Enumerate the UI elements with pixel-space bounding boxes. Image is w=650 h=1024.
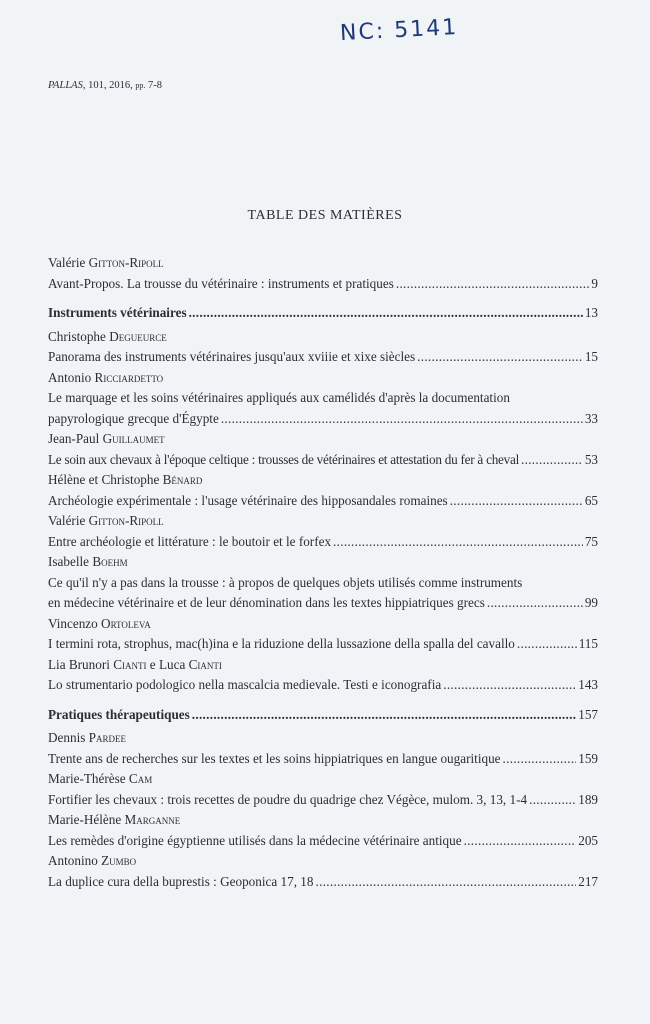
entry-author: Antonio Ricciardetto bbox=[48, 369, 164, 385]
pages-label: pp. bbox=[135, 81, 146, 90]
toc-entry bbox=[48, 728, 598, 769]
entry-title: en médecine vétérinaire et de leur dénomination dans les textes hippiatriques grecs bbox=[48, 595, 485, 610]
entry-line bbox=[48, 831, 598, 852]
entry-page: 33 bbox=[584, 410, 598, 426]
entry-page: 205 bbox=[578, 832, 598, 848]
section-page: 157 bbox=[578, 706, 598, 722]
pages-range: 7-8 bbox=[145, 80, 162, 91]
toc-entry bbox=[48, 552, 598, 614]
toc-entry bbox=[48, 614, 598, 655]
toc-entry bbox=[48, 327, 598, 368]
entry-author: Jean-Paul Guillaumet bbox=[48, 431, 165, 446]
entry-title: papyrologique grecque d'Égypte bbox=[48, 410, 219, 426]
toc-entry bbox=[48, 810, 598, 851]
entry-line bbox=[48, 790, 598, 811]
entry-page: 65 bbox=[584, 492, 598, 508]
section-page: 13 bbox=[584, 305, 598, 320]
entry-line bbox=[48, 872, 598, 893]
toc-entry bbox=[48, 851, 598, 892]
toc-entry bbox=[48, 470, 598, 511]
entry-author: Valérie Gitton-Ripoll bbox=[48, 255, 164, 270]
entry-line bbox=[48, 450, 598, 471]
entry-line bbox=[48, 491, 598, 512]
entry-page: 115 bbox=[578, 636, 598, 651]
entry-line bbox=[48, 675, 598, 696]
entry-author: Hélène et Christophe Bénard bbox=[48, 472, 203, 487]
entry-page: 217 bbox=[578, 873, 598, 889]
toc-entry bbox=[48, 429, 598, 470]
entry-page: 15 bbox=[584, 349, 598, 364]
journal-info: , 101, 2016, bbox=[82, 80, 136, 91]
entry-line bbox=[48, 347, 598, 368]
entry-page: 189 bbox=[578, 791, 598, 807]
entry-title: Avant-Propos. La trousse du vétérinaire : instruments et pratiques bbox=[48, 275, 394, 291]
entry-line bbox=[48, 634, 598, 655]
entry-title: La duplice cura della buprestis : Geoponica 17, 18 bbox=[48, 873, 314, 889]
entry-page: 9 bbox=[591, 275, 598, 291]
journal-name: PALLAS bbox=[48, 80, 83, 91]
entry-title: Panorama des instruments vétérinaires jusqu'aux xviiie et xixe siècles bbox=[48, 349, 416, 364]
entry-author: Marie-Thérèse Cam bbox=[48, 771, 153, 786]
toc-entry bbox=[48, 655, 598, 696]
entry-author: Lia Brunori Cianti e Luca Cianti bbox=[48, 656, 222, 672]
toc-entry bbox=[48, 368, 598, 430]
entry-author: Dennis Pardee bbox=[48, 730, 127, 745]
entry-title: Archéologie expérimentale : l'usage vétérinaire des hipposandales romaines bbox=[48, 492, 448, 508]
entry-page: 159 bbox=[578, 750, 598, 766]
entry-title: Lo strumentario podologico nella mascalcia medievale. Testi e iconografia bbox=[48, 677, 442, 692]
toc-section bbox=[48, 303, 598, 324]
running-head bbox=[48, 80, 162, 91]
toc-section bbox=[48, 705, 598, 726]
entry-title-line1: Ce qu'il n'y a pas dans la trousse : à propos de quelques objets utilisés comme instruments bbox=[48, 574, 523, 590]
entry-title: Les remèdes d'origine égyptienne utilisés dans la médecine vétérinaire antique bbox=[48, 832, 462, 848]
entry-author: Christophe Degueurce bbox=[48, 328, 167, 344]
entry-page: 99 bbox=[584, 595, 598, 610]
entry-line bbox=[48, 532, 598, 553]
entry-title-line1: Le marquage et les soins vétérinaires appliqués aux camélidés d'après la documentation bbox=[48, 390, 510, 405]
section-title: Pratiques thérapeutiques bbox=[48, 706, 190, 722]
toc-entry bbox=[48, 769, 598, 810]
entry-line bbox=[48, 593, 598, 614]
bleed-through-text bbox=[200, 82, 203, 94]
entry-page: 75 bbox=[584, 533, 598, 549]
page-title: TABLE DES MATIÈRES bbox=[247, 208, 403, 223]
entry-author: Marie-Hélène Marganne bbox=[48, 812, 181, 827]
entry-title: Fortifier les chevaux : trois recettes de poudre du quadrige chez Végèce, mulom. 3, 13, 1-4 bbox=[48, 791, 528, 807]
entry-title: Entre archéologie et littérature : le boutoir et le forfex bbox=[48, 533, 332, 549]
table-of-contents bbox=[48, 253, 598, 892]
entry-page: 53 bbox=[584, 451, 598, 467]
toc-entry bbox=[48, 253, 598, 294]
toc-entry bbox=[48, 511, 598, 552]
entry-author: Vincenzo Ortoleva bbox=[48, 615, 151, 631]
entry-line bbox=[48, 274, 598, 295]
entry-author: Isabelle Boehm bbox=[48, 554, 128, 569]
handwritten-annotation: NC: 5141 bbox=[339, 14, 459, 47]
entry-page: 143 bbox=[578, 677, 598, 692]
section-line bbox=[48, 705, 598, 726]
entry-author: Antonino Zumbo bbox=[48, 853, 137, 868]
entry-line bbox=[48, 409, 598, 430]
section-line bbox=[48, 303, 598, 324]
entry-title: Trente ans de recherches sur les textes et les soins hippiatriques en langue ougaritique bbox=[48, 750, 501, 766]
entry-title: I termini rota, strophus, mac(h)ina e la riduzione della lussazione della spalla del cavallo bbox=[48, 636, 515, 651]
entry-author: Valérie Gitton-Ripoll bbox=[48, 513, 164, 528]
entry-title: Le soin aux chevaux à l'époque celtique : trousses de vétérinaires et attestation du fer à cheval bbox=[48, 451, 519, 467]
section-title: Instruments vétérinaires bbox=[48, 305, 187, 320]
entry-line bbox=[48, 749, 598, 770]
